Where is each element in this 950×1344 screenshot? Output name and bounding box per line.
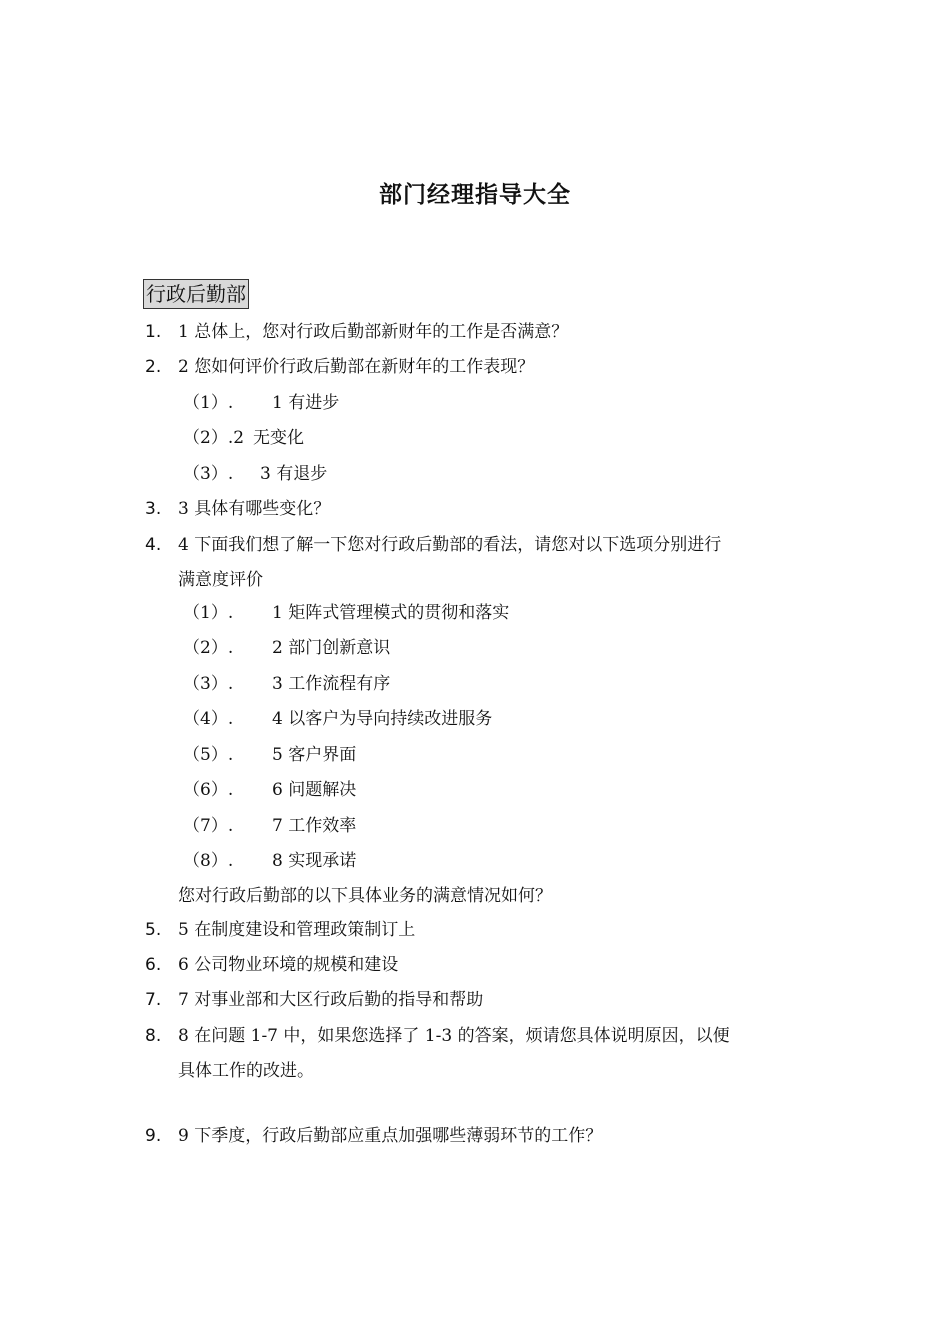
question-number: 4. xyxy=(145,535,162,555)
question-text: 8 在问题 1-7 中，如果您选择了 1-3 的答案，烦请您具体说明原因，以便 xyxy=(178,1026,730,1046)
question-text: 1 总体上，您对行政后勤部新财年的工作是否满意？ xyxy=(178,322,569,342)
question-text: 9 下季度，行政后勤部应重点加强哪些薄弱环节的工作？ xyxy=(178,1126,603,1146)
document-title: 部门经理指导大全 xyxy=(379,182,571,208)
option-number: （7）. xyxy=(183,816,234,836)
option-text: 1 矩阵式管理模式的贯彻和落实 xyxy=(272,603,510,623)
option-text: 3 工作流程有序 xyxy=(272,674,391,694)
option-text: 无变化 xyxy=(253,428,304,448)
option-text: 8 实现承诺 xyxy=(272,851,357,871)
option-text: 4 以客户为导向持续改进服务 xyxy=(272,709,493,729)
question-text: 7 对事业部和大区行政后勤的指导和帮助 xyxy=(178,990,484,1010)
question-text-line2: 具体工作的改进。 xyxy=(178,1061,314,1081)
option-text: 7 工作效率 xyxy=(272,816,357,836)
option-number: （5）. xyxy=(183,745,234,765)
option-number: （8）. xyxy=(183,851,234,871)
option-number: （3）. xyxy=(183,464,234,484)
question-number: 9. xyxy=(145,1126,162,1146)
question-text: 6 公司物业环境的规模和建设 xyxy=(178,955,399,975)
question-number: 2. xyxy=(145,357,162,377)
intro-text: 您对行政后勤部的以下具体业务的满意情况如何？ xyxy=(178,886,552,906)
option-number: （3）. xyxy=(183,674,234,694)
option-number: （2）. xyxy=(183,638,234,658)
section-heading: 行政后勤部 xyxy=(143,279,249,309)
question-number: 3. xyxy=(145,499,162,519)
question-text: 3 具体有哪些变化？ xyxy=(178,499,331,519)
option-text: 6 问题解决 xyxy=(272,780,357,800)
question-text: 2 您如何评价行政后勤部在新财年的工作表现？ xyxy=(178,357,535,377)
option-text: 1 有进步 xyxy=(272,393,340,413)
option-number: （1）. xyxy=(183,603,234,623)
question-text: 5 在制度建设和管理政策制订上 xyxy=(178,920,416,940)
option-number: （2）.2 xyxy=(183,428,245,448)
question-number: 5. xyxy=(145,920,162,940)
question-number: 8. xyxy=(145,1026,162,1046)
option-text: 2 部门创新意识 xyxy=(272,638,391,658)
question-number: 1. xyxy=(145,322,162,342)
question-number: 6. xyxy=(145,955,162,975)
question-number: 7. xyxy=(145,990,162,1010)
option-text: 3 有退步 xyxy=(260,464,328,484)
question-text-line2: 满意度评价 xyxy=(178,570,263,590)
option-number: （6）. xyxy=(183,780,234,800)
option-text: 5 客户界面 xyxy=(272,745,357,765)
option-number: （4）. xyxy=(183,709,234,729)
question-text: 4 下面我们想了解一下您对行政后勤部的看法，请您对以下选项分别进行 xyxy=(178,535,722,555)
option-number: （1）. xyxy=(183,393,234,413)
